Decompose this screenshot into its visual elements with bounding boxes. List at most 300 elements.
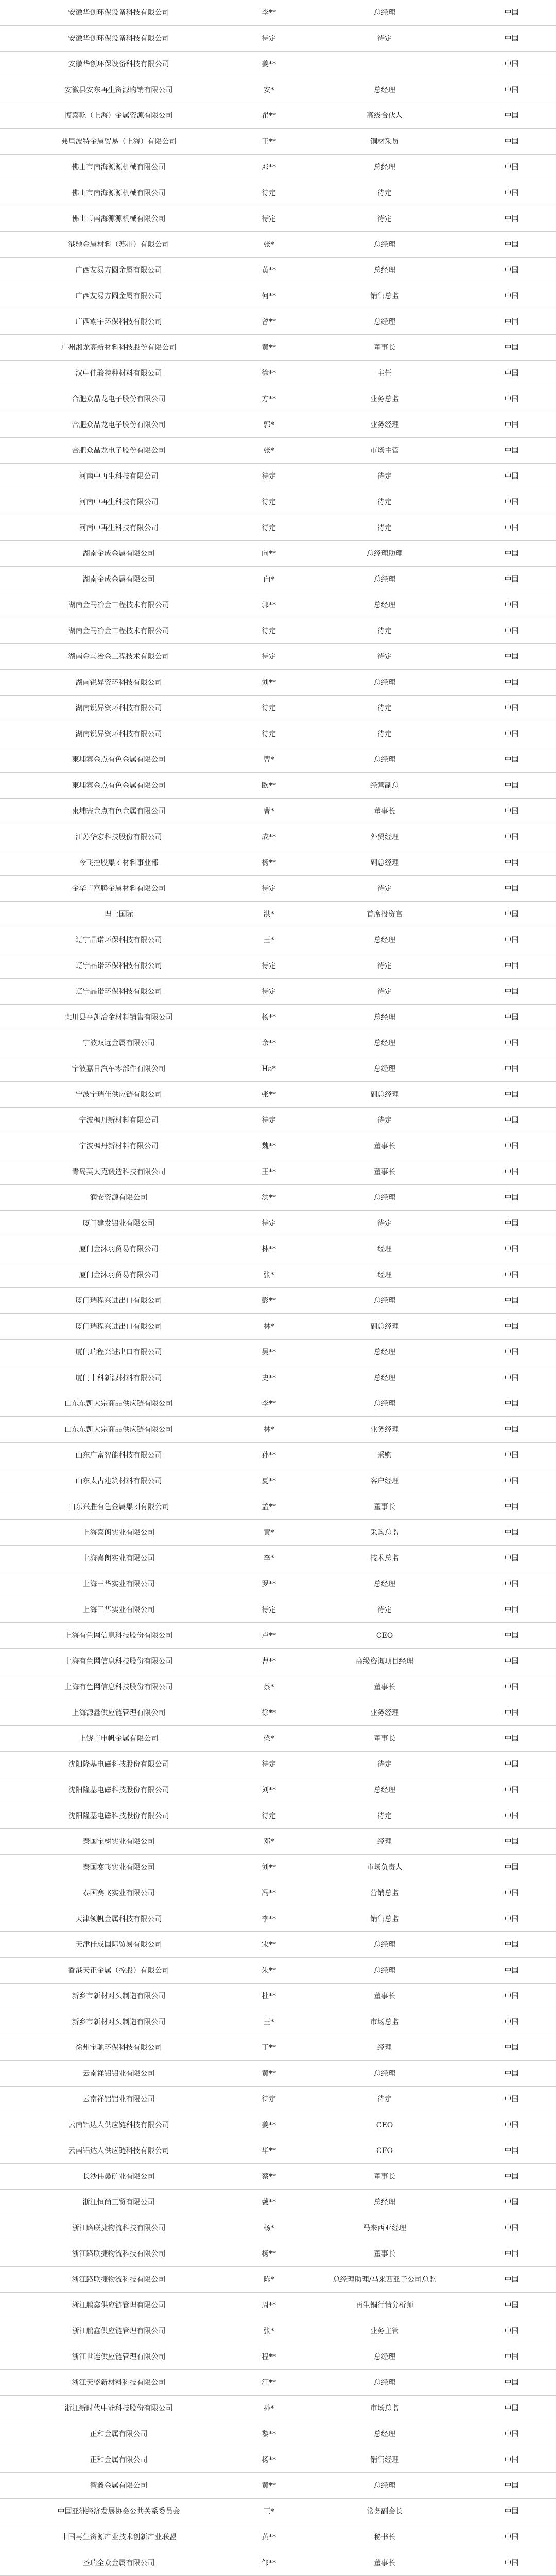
contact-name-cell: 待定 bbox=[235, 206, 302, 232]
table-row bbox=[0, 438, 556, 464]
company-cell: 中国再生资源产业技术创新产业联盟 bbox=[0, 2524, 235, 2550]
company-cell: 浙江新时代中能科技股份有限公司 bbox=[0, 2396, 235, 2421]
contact-name-cell: 李* bbox=[235, 1546, 302, 1571]
country-cell: 中国 bbox=[467, 129, 556, 155]
table-row bbox=[0, 309, 556, 335]
country-cell: 中国 bbox=[467, 747, 556, 773]
country-cell: 中国 bbox=[467, 232, 556, 258]
contact-name-cell: 成** bbox=[235, 824, 302, 850]
company-cell: 广西友易方圆金属有限公司 bbox=[0, 283, 235, 309]
company-cell: 安徽县安东再生资源购销有限公司 bbox=[0, 77, 235, 103]
company-cell: 润安资源有限公司 bbox=[0, 1185, 235, 1211]
table-row bbox=[0, 2087, 556, 2112]
contact-name-cell: 姜** bbox=[235, 52, 302, 77]
contact-name-cell: 杨** bbox=[235, 1005, 302, 1030]
contact-name-cell: 安* bbox=[235, 77, 302, 103]
country-cell: 中国 bbox=[467, 1417, 556, 1443]
country-cell: 中国 bbox=[467, 180, 556, 206]
table-row bbox=[0, 26, 556, 52]
table-row bbox=[0, 1906, 556, 1932]
country-cell: 中国 bbox=[467, 1133, 556, 1159]
job-title-cell: 总经理 bbox=[302, 2061, 467, 2087]
contact-name-cell: 卢** bbox=[235, 1623, 302, 1649]
table-row bbox=[0, 2524, 556, 2550]
country-cell: 中国 bbox=[467, 1468, 556, 1494]
table-row bbox=[0, 1597, 556, 1623]
job-title-cell: 董事长 bbox=[302, 1674, 467, 1700]
job-title-cell: 业务主管 bbox=[302, 2318, 467, 2344]
country-cell: 中国 bbox=[467, 2164, 556, 2190]
job-title-cell: 市场主管 bbox=[302, 438, 467, 464]
job-title-cell: 待定 bbox=[302, 876, 467, 902]
table-row bbox=[0, 77, 556, 103]
job-title-cell: 铜材采员 bbox=[302, 129, 467, 155]
contact-name-cell: 张* bbox=[235, 438, 302, 464]
country-cell: 中国 bbox=[467, 2473, 556, 2499]
job-title-cell: 待定 bbox=[302, 979, 467, 1005]
job-title-cell: 首席投资官 bbox=[302, 902, 467, 927]
country-cell: 中国 bbox=[467, 979, 556, 1005]
job-title-cell: 经营副总 bbox=[302, 773, 467, 799]
company-cell: 上海嘉朗实业有限公司 bbox=[0, 1520, 235, 1546]
contact-name-cell: 待定 bbox=[235, 26, 302, 52]
table-row bbox=[0, 927, 556, 953]
table-row bbox=[0, 232, 556, 258]
job-title-cell: 待定 bbox=[302, 464, 467, 489]
company-cell: 上海有色网信息科技股份有限公司 bbox=[0, 1674, 235, 1700]
job-title-cell: 董事长 bbox=[302, 1159, 467, 1185]
table-row bbox=[0, 2009, 556, 2035]
country-cell: 中国 bbox=[467, 2215, 556, 2241]
company-cell: 智鑫金属有限公司 bbox=[0, 2473, 235, 2499]
job-title-cell: 待定 bbox=[302, 618, 467, 644]
country-cell: 中国 bbox=[467, 1958, 556, 1984]
country-cell: 中国 bbox=[467, 670, 556, 696]
table-row bbox=[0, 2267, 556, 2293]
table-row bbox=[0, 1984, 556, 2009]
table-row bbox=[0, 2318, 556, 2344]
company-cell: 泰国赛飞实业有限公司 bbox=[0, 1880, 235, 1906]
country-cell: 中国 bbox=[467, 1236, 556, 1262]
table-row bbox=[0, 541, 556, 567]
job-title-cell: 客户经理 bbox=[302, 1468, 467, 1494]
contact-name-cell: 史** bbox=[235, 1365, 302, 1391]
table-row bbox=[0, 2370, 556, 2396]
table-row bbox=[0, 1777, 556, 1803]
country-cell: 中国 bbox=[467, 515, 556, 541]
country-cell: 中国 bbox=[467, 1520, 556, 1546]
contact-name-cell: 黄** bbox=[235, 2473, 302, 2499]
job-title-cell: 总经理 bbox=[302, 1571, 467, 1597]
company-cell: 山东广富智能科技有限公司 bbox=[0, 1443, 235, 1468]
contact-name-cell: 待定 bbox=[235, 979, 302, 1005]
job-title-cell: 总经理 bbox=[302, 1005, 467, 1030]
table-row bbox=[0, 206, 556, 232]
job-title-cell: 总经理 bbox=[302, 1365, 467, 1391]
job-title-cell: 总经理 bbox=[302, 1185, 467, 1211]
country-cell: 中国 bbox=[467, 2190, 556, 2215]
job-title-cell: CEO bbox=[302, 2112, 467, 2138]
country-cell: 中国 bbox=[467, 155, 556, 180]
table-row bbox=[0, 1932, 556, 1958]
table-row bbox=[0, 1520, 556, 1546]
table-row bbox=[0, 1262, 556, 1288]
contact-name-cell: 蔡* bbox=[235, 1674, 302, 1700]
job-title-cell: 业务总监 bbox=[302, 386, 467, 412]
table-row bbox=[0, 1494, 556, 1520]
job-title-cell: CFO bbox=[302, 2138, 467, 2164]
country-cell: 中国 bbox=[467, 1262, 556, 1288]
table-row bbox=[0, 1005, 556, 1030]
contact-name-cell: 曹* bbox=[235, 799, 302, 824]
country-cell: 中国 bbox=[467, 1597, 556, 1623]
table-row bbox=[0, 412, 556, 438]
contact-name-cell: 待定 bbox=[235, 1597, 302, 1623]
table-row bbox=[0, 515, 556, 541]
company-cell: 湖南金马冶金工程技术有限公司 bbox=[0, 592, 235, 618]
contact-name-cell: 待定 bbox=[235, 2087, 302, 2112]
country-cell: 中国 bbox=[467, 361, 556, 386]
company-cell: 上海源鑫供应链管理有限公司 bbox=[0, 1700, 235, 1726]
company-cell: 山东太古建筑材料有限公司 bbox=[0, 1468, 235, 1494]
contact-name-cell: 徐** bbox=[235, 361, 302, 386]
company-cell: 青岛英太克锻造科技有限公司 bbox=[0, 1159, 235, 1185]
table-row bbox=[0, 180, 556, 206]
job-title-cell: 总经理 bbox=[302, 0, 467, 26]
country-cell: 中国 bbox=[467, 2447, 556, 2473]
company-cell: 广西友易方圆金属有限公司 bbox=[0, 258, 235, 283]
job-title-cell: 营销总监 bbox=[302, 1880, 467, 1906]
table-row bbox=[0, 1365, 556, 1391]
country-cell: 中国 bbox=[467, 2370, 556, 2396]
country-cell: 中国 bbox=[467, 1443, 556, 1468]
company-cell: 新乡市新材对头制造有限公司 bbox=[0, 2009, 235, 2035]
table-row bbox=[0, 1030, 556, 1056]
contact-name-cell: 郭* bbox=[235, 412, 302, 438]
table-row bbox=[0, 799, 556, 824]
table-row bbox=[0, 876, 556, 902]
company-cell: 厦门瑞程兴进出口有限公司 bbox=[0, 1314, 235, 1340]
contact-name-cell: 林* bbox=[235, 1314, 302, 1340]
contact-name-cell: 宋** bbox=[235, 1932, 302, 1958]
job-title-cell: 总经理 bbox=[302, 309, 467, 335]
company-cell: 上海三华实业有限公司 bbox=[0, 1597, 235, 1623]
job-title-cell: 待定 bbox=[302, 2087, 467, 2112]
job-title-cell: 总经理 bbox=[302, 2421, 467, 2447]
contact-name-cell: 杨* bbox=[235, 2215, 302, 2241]
contact-name-cell: 瞿** bbox=[235, 103, 302, 129]
job-title-cell: 董事长 bbox=[302, 2164, 467, 2190]
country-cell: 中国 bbox=[467, 1674, 556, 1700]
contact-name-cell: 待定 bbox=[235, 953, 302, 979]
country-cell: 中国 bbox=[467, 1984, 556, 2009]
country-cell: 中国 bbox=[467, 592, 556, 618]
job-title-cell: 总经理 bbox=[302, 1030, 467, 1056]
table-row bbox=[0, 1752, 556, 1777]
job-title-cell: 外贸经理 bbox=[302, 824, 467, 850]
job-title-cell: 总经理 bbox=[302, 1340, 467, 1365]
contact-name-cell: 黄** bbox=[235, 2061, 302, 2087]
contact-name-cell: 待定 bbox=[235, 876, 302, 902]
contact-name-cell: 罗** bbox=[235, 1571, 302, 1597]
company-cell: 辽宁晶诺环保科技有限公司 bbox=[0, 979, 235, 1005]
job-title-cell: 总经理 bbox=[302, 2344, 467, 2370]
company-cell: 湖南锐异资环科技有限公司 bbox=[0, 670, 235, 696]
table-row bbox=[0, 2190, 556, 2215]
contact-name-cell: 向** bbox=[235, 541, 302, 567]
table-row bbox=[0, 1391, 556, 1417]
job-title-cell: 董事长 bbox=[302, 1726, 467, 1752]
company-cell: 上饶市申帆金属有限公司 bbox=[0, 1726, 235, 1752]
country-cell: 中国 bbox=[467, 438, 556, 464]
contact-name-cell: 杨** bbox=[235, 2447, 302, 2473]
contact-name-cell: 待定 bbox=[235, 464, 302, 489]
job-title-cell: 经理 bbox=[302, 1236, 467, 1262]
company-cell: 厦门瑞程兴进出口有限公司 bbox=[0, 1288, 235, 1314]
country-cell: 中国 bbox=[467, 721, 556, 747]
contact-name-cell: 洪* bbox=[235, 902, 302, 927]
job-title-cell: 高级咨询项目经理 bbox=[302, 1649, 467, 1674]
country-cell: 中国 bbox=[467, 26, 556, 52]
job-title-cell: 待定 bbox=[302, 644, 467, 670]
country-cell: 中国 bbox=[467, 1906, 556, 1932]
job-title-cell: 副总经理 bbox=[302, 1314, 467, 1340]
table-row bbox=[0, 2293, 556, 2318]
job-title-cell: 董事长 bbox=[302, 2550, 467, 2576]
contact-name-cell: 待定 bbox=[235, 180, 302, 206]
company-cell: 浙江世连供应链管理有限公司 bbox=[0, 2344, 235, 2370]
table-row bbox=[0, 1211, 556, 1236]
company-cell: 湖南金成金属有限公司 bbox=[0, 541, 235, 567]
country-cell: 中国 bbox=[467, 1726, 556, 1752]
country-cell: 中国 bbox=[467, 1159, 556, 1185]
company-cell: 辽宁晶诺环保科技有限公司 bbox=[0, 953, 235, 979]
table-row bbox=[0, 1726, 556, 1752]
contact-name-cell: 黄** bbox=[235, 258, 302, 283]
contact-name-cell: 黄** bbox=[235, 335, 302, 361]
table-row bbox=[0, 2447, 556, 2473]
contact-name-cell: 王* bbox=[235, 2499, 302, 2524]
company-cell: 河南中再生科技有限公司 bbox=[0, 489, 235, 515]
company-cell: 博嘉乾（上海）金属资源有限公司 bbox=[0, 103, 235, 129]
company-cell: 浙江天盛新材料科技有限公司 bbox=[0, 2370, 235, 2396]
contact-name-cell: 曹* bbox=[235, 747, 302, 773]
country-cell: 中国 bbox=[467, 850, 556, 876]
table-row bbox=[0, 52, 556, 77]
company-cell: 柬埔寨金点有色金属有限公司 bbox=[0, 747, 235, 773]
company-cell: 浙江路联捷物流科技有限公司 bbox=[0, 2267, 235, 2293]
country-cell: 中国 bbox=[467, 1803, 556, 1829]
contact-name-cell: 李** bbox=[235, 1391, 302, 1417]
job-title-cell: 待定 bbox=[302, 206, 467, 232]
country-cell: 中国 bbox=[467, 773, 556, 799]
job-title-cell: 采购 bbox=[302, 1443, 467, 1468]
country-cell: 中国 bbox=[467, 1752, 556, 1777]
table-row bbox=[0, 155, 556, 180]
table-row bbox=[0, 1829, 556, 1855]
contact-name-cell: 待定 bbox=[235, 618, 302, 644]
country-cell: 中国 bbox=[467, 2344, 556, 2370]
company-cell: 柬埔寨金点有色金属有限公司 bbox=[0, 773, 235, 799]
contact-name-cell: 王* bbox=[235, 927, 302, 953]
company-cell: 云南祥铝铝业有限公司 bbox=[0, 2061, 235, 2087]
table-row bbox=[0, 1958, 556, 1984]
country-cell: 中国 bbox=[467, 386, 556, 412]
table-row bbox=[0, 2421, 556, 2447]
company-cell: 长沙伟鑫矿业有限公司 bbox=[0, 2164, 235, 2190]
country-cell: 中国 bbox=[467, 2396, 556, 2421]
company-cell: 河南中再生科技有限公司 bbox=[0, 464, 235, 489]
job-title-cell: 董事长 bbox=[302, 335, 467, 361]
company-cell: 上海有色网信息科技股份有限公司 bbox=[0, 1623, 235, 1649]
country-cell: 中国 bbox=[467, 103, 556, 129]
table-row bbox=[0, 670, 556, 696]
job-title-cell: 总经理 bbox=[302, 592, 467, 618]
company-cell: 佛山市南海源源机械有限公司 bbox=[0, 206, 235, 232]
country-cell: 中国 bbox=[467, 1880, 556, 1906]
contact-name-cell: 黄* bbox=[235, 1520, 302, 1546]
country-cell: 中国 bbox=[467, 953, 556, 979]
company-cell: 厦门瑞程兴进出口有限公司 bbox=[0, 1340, 235, 1365]
contact-name-cell: 周** bbox=[235, 2293, 302, 2318]
company-cell: 广西霸宇环保科技有限公司 bbox=[0, 309, 235, 335]
table-row bbox=[0, 2499, 556, 2524]
contact-name-cell: Ha* bbox=[235, 1056, 302, 1082]
company-cell: 宁波嘉日汽车零部件有限公司 bbox=[0, 1056, 235, 1082]
country-cell: 中国 bbox=[467, 206, 556, 232]
contact-name-cell: 刘** bbox=[235, 1855, 302, 1880]
job-title-cell: 经理 bbox=[302, 1829, 467, 1855]
company-cell: 浙江鹏鑫供应链管理有限公司 bbox=[0, 2293, 235, 2318]
company-cell: 宁波枫丹新材料有限公司 bbox=[0, 1108, 235, 1133]
contact-name-cell: 待定 bbox=[235, 489, 302, 515]
company-cell: 湖南锐异资环科技有限公司 bbox=[0, 696, 235, 721]
contact-name-cell: 曹** bbox=[235, 1649, 302, 1674]
country-cell: 中国 bbox=[467, 1108, 556, 1133]
job-title-cell: 销售总监 bbox=[302, 1906, 467, 1932]
contact-name-cell: 华** bbox=[235, 2138, 302, 2164]
job-title-cell: 总经理 bbox=[302, 567, 467, 592]
table-row bbox=[0, 1803, 556, 1829]
job-title-cell: 待定 bbox=[302, 489, 467, 515]
job-title-cell: 总经理 bbox=[302, 1288, 467, 1314]
job-title-cell: 常务副会长 bbox=[302, 2499, 467, 2524]
contact-name-cell: 待定 bbox=[235, 721, 302, 747]
table-row bbox=[0, 1700, 556, 1726]
job-title-cell: 业务经理 bbox=[302, 412, 467, 438]
company-cell: 浙江路联捷物流科技有限公司 bbox=[0, 2241, 235, 2267]
country-cell: 中国 bbox=[467, 1211, 556, 1236]
table-row bbox=[0, 644, 556, 670]
job-title-cell: 总经理 bbox=[302, 927, 467, 953]
company-cell: 宁波枫丹新材料有限公司 bbox=[0, 1133, 235, 1159]
country-cell: 中国 bbox=[467, 335, 556, 361]
country-cell: 中国 bbox=[467, 52, 556, 77]
table-row bbox=[0, 721, 556, 747]
country-cell: 中国 bbox=[467, 1030, 556, 1056]
contact-name-cell: 梁* bbox=[235, 1726, 302, 1752]
company-cell: 安徽华创环保设备科技有限公司 bbox=[0, 52, 235, 77]
country-cell: 中国 bbox=[467, 77, 556, 103]
job-title-cell: 总经理 bbox=[302, 77, 467, 103]
table-row bbox=[0, 1314, 556, 1340]
country-cell: 中国 bbox=[467, 464, 556, 489]
job-title-cell: 待定 bbox=[302, 515, 467, 541]
country-cell: 中国 bbox=[467, 2009, 556, 2035]
contact-name-cell: 方** bbox=[235, 386, 302, 412]
table-row bbox=[0, 1056, 556, 1082]
country-cell: 中国 bbox=[467, 2138, 556, 2164]
contact-name-cell: 待定 bbox=[235, 1803, 302, 1829]
contact-name-cell: 余** bbox=[235, 1030, 302, 1056]
company-cell: 广州湘龙高新材料科技股份有限公司 bbox=[0, 335, 235, 361]
company-cell: 正和金属有限公司 bbox=[0, 2447, 235, 2473]
contact-name-cell: 邓* bbox=[235, 1829, 302, 1855]
contact-name-cell: 蔡** bbox=[235, 2164, 302, 2190]
contact-name-cell: 张** bbox=[235, 1082, 302, 1108]
table-row bbox=[0, 1571, 556, 1597]
table-row bbox=[0, 1288, 556, 1314]
job-title-cell: 待定 bbox=[302, 1803, 467, 1829]
table-row bbox=[0, 258, 556, 283]
contact-name-cell: 邹** bbox=[235, 2550, 302, 2576]
country-cell: 中国 bbox=[467, 876, 556, 902]
contact-name-cell: 冯** bbox=[235, 1880, 302, 1906]
job-title-cell: 待定 bbox=[302, 1211, 467, 1236]
job-title-cell: 董事长 bbox=[302, 1494, 467, 1520]
job-title-cell: 采购总监 bbox=[302, 1520, 467, 1546]
company-cell: 汉中佳骏特种材料有限公司 bbox=[0, 361, 235, 386]
country-cell: 中国 bbox=[467, 2241, 556, 2267]
contact-name-cell: 向* bbox=[235, 567, 302, 592]
contact-name-cell: 待定 bbox=[235, 1108, 302, 1133]
company-cell: 沈阳隆基电磁科技股份有限公司 bbox=[0, 1803, 235, 1829]
table-row bbox=[0, 361, 556, 386]
table-row bbox=[0, 1082, 556, 1108]
company-cell: 江苏华宏科技股份有限公司 bbox=[0, 824, 235, 850]
company-cell: 泰国宝树实业有限公司 bbox=[0, 1829, 235, 1855]
country-cell: 中国 bbox=[467, 824, 556, 850]
company-cell: 栾川县亨凯冶金材料销售有限公司 bbox=[0, 1005, 235, 1030]
contact-name-cell: 朱** bbox=[235, 1958, 302, 1984]
company-cell: 合肥众晶龙电子股份有限公司 bbox=[0, 412, 235, 438]
job-title-cell: 再生铜行情分析师 bbox=[302, 2293, 467, 2318]
job-title-cell: 待定 bbox=[302, 180, 467, 206]
country-cell: 中国 bbox=[467, 1082, 556, 1108]
country-cell: 中国 bbox=[467, 1623, 556, 1649]
company-cell: 浙江恒尚工贸有限公司 bbox=[0, 2190, 235, 2215]
company-cell: 云南铝达人供应链科技有限公司 bbox=[0, 2112, 235, 2138]
table-row bbox=[0, 1649, 556, 1674]
job-title-cell: 市场总监 bbox=[302, 2396, 467, 2421]
table-row bbox=[0, 1133, 556, 1159]
table-row bbox=[0, 953, 556, 979]
contact-name-cell: 刘** bbox=[235, 1777, 302, 1803]
job-title-cell: 待定 bbox=[302, 696, 467, 721]
table-row bbox=[0, 283, 556, 309]
contact-name-cell: 李** bbox=[235, 0, 302, 26]
company-cell: 厦门金沐羽贸易有限公司 bbox=[0, 1236, 235, 1262]
company-cell: 合肥众晶龙电子股份有限公司 bbox=[0, 438, 235, 464]
table-row bbox=[0, 0, 556, 26]
job-title-cell: 董事长 bbox=[302, 1133, 467, 1159]
company-cell: 理士国际 bbox=[0, 902, 235, 927]
country-cell: 中国 bbox=[467, 1829, 556, 1855]
table-row bbox=[0, 2035, 556, 2061]
table-row bbox=[0, 2550, 556, 2576]
table-row bbox=[0, 2061, 556, 2087]
contact-name-cell: 洪** bbox=[235, 1185, 302, 1211]
